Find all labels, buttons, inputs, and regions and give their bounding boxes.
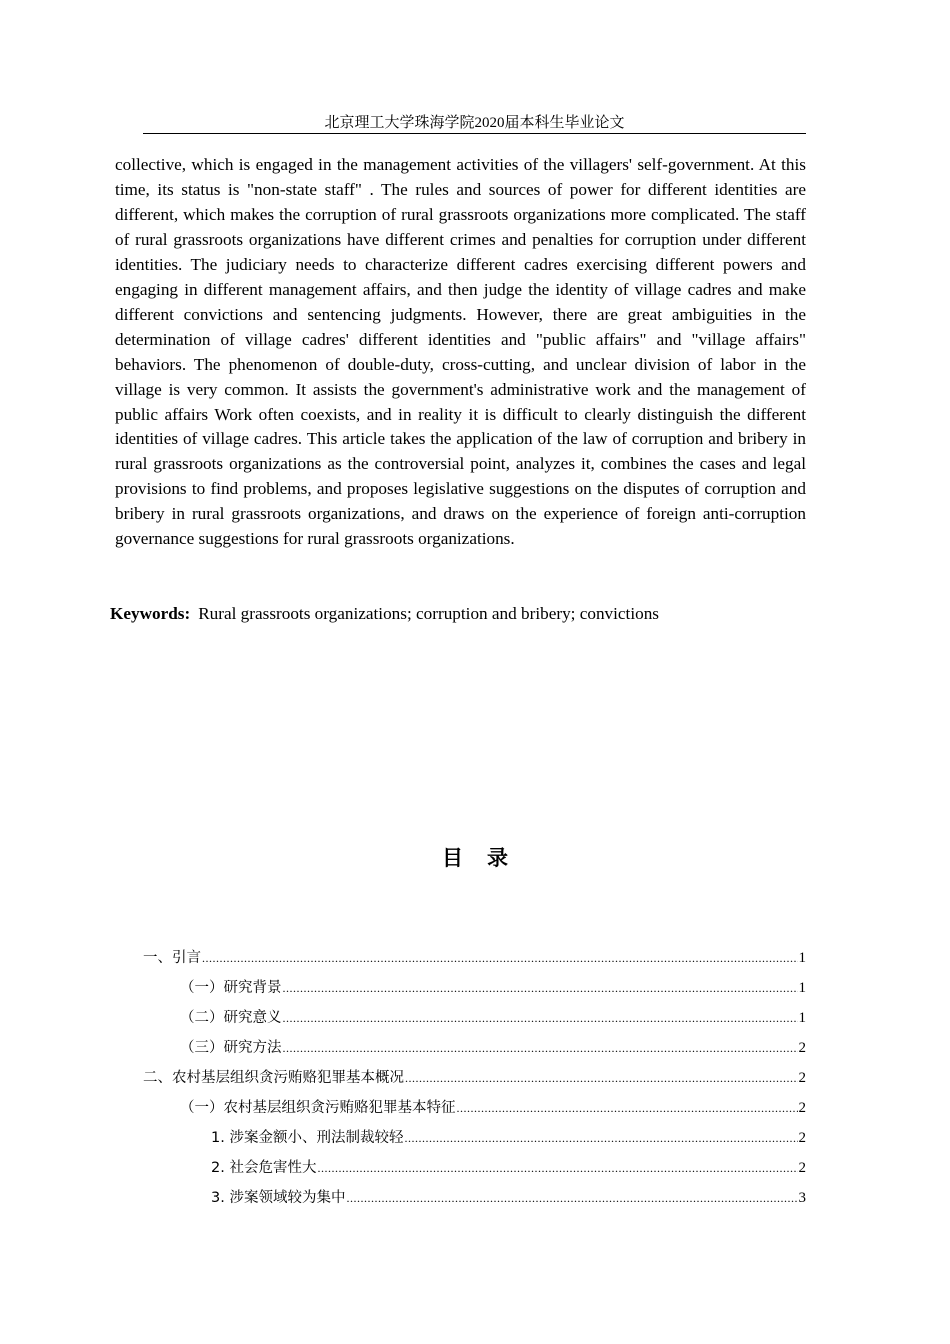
toc-entry[interactable] [143, 1186, 806, 1216]
toc-dot-leader [404, 1126, 797, 1150]
toc-entry-label: （三）研究方法 [180, 1040, 282, 1056]
toc-entry-page: 1 [798, 980, 806, 996]
keywords-line [110, 602, 810, 626]
toc-dot-leader [346, 1186, 797, 1210]
toc-entry[interactable] [143, 1096, 806, 1126]
toc-entry-label: 3. 涉案领域较为集中 [211, 1190, 346, 1206]
toc-dot-leader [457, 1096, 798, 1120]
toc-entry[interactable] [143, 1066, 806, 1096]
toc-entry-label: 2. 社会危害性大 [211, 1160, 317, 1176]
toc-entry-page: 3 [798, 1190, 806, 1206]
toc-entry-page: 2 [798, 1160, 806, 1176]
abstract-paragraph: collective, which is engaged in the management activities of the villagers' self-government. At this time, its status is "non-state staff" . The rules and sources of power for different identities are different, which makes the corruption of rural grassroots organizations more complicated. The staff of rural grassroots organizations have different crimes and penalties for corruption under different identities. The judiciary needs to characterize different cadres exercising different powers and engaging in different management affairs, and then judge the identity of village cadres and make different convictions and sentencing judgments. However, there are great ambiguities in the determination of village cadres' different identities and "public affairs" and "village affairs" behaviors. The phenomenon of double-duty, cross-cutting, and unclear division of labor in the village is very common. It assists the government's administrative work and the management of public affairs Work often coexists, and in reality it is difficult to clearly distinguish the different identities of village cadres. This article takes the application of the law of corruption and bribery in rural grassroots organizations as the controversial point, analyzes it, combines the cases and legal provisions to find problems, and proposes legislative suggestions on the disputes of corruption and bribery in rural grassroots organizations, and draws on the experience of foreign anti-corruption governance suggestions for rural grassroots organizations. [115, 155, 806, 549]
abstract-body [115, 153, 806, 552]
toc-dot-leader [405, 1066, 798, 1090]
toc-entry[interactable] [143, 1036, 806, 1066]
table-of-contents [143, 946, 806, 1216]
toc-entry-label: （一）农村基层组织贪污贿赂犯罪基本特征 [180, 1100, 456, 1116]
toc-entry-label: 二、农村基层组织贪污贿赂犯罪基本概况 [143, 1070, 404, 1086]
header-divider [143, 133, 806, 134]
toc-entry-page: 1 [798, 1010, 806, 1026]
toc-entry-label: （一）研究背景 [180, 980, 282, 996]
toc-entry-label: 一、引言 [143, 950, 201, 966]
toc-entry-label: 1. 涉案金额小、刑法制裁较轻 [211, 1130, 404, 1146]
page-header: 北京理工大学珠海学院2020届本科生毕业论文 [324, 115, 625, 131]
toc-entry-page: 2 [798, 1040, 806, 1056]
toc-dot-leader [283, 1006, 798, 1030]
keywords-label: Keywords: [110, 604, 191, 623]
toc-entry-page: 2 [798, 1100, 806, 1116]
toc-entry[interactable] [143, 1126, 806, 1156]
toc-title: 目录 [442, 846, 532, 870]
toc-dot-leader [317, 1156, 797, 1180]
toc-entry[interactable] [143, 976, 806, 1006]
toc-dot-leader [202, 946, 798, 970]
toc-dot-leader [283, 976, 798, 1000]
toc-entry[interactable] [143, 1156, 806, 1186]
toc-entry[interactable] [143, 946, 806, 976]
toc-entry-label: （二）研究意义 [180, 1010, 282, 1026]
keywords-value: Rural grassroots organizations; corruption and bribery; convictions [198, 604, 659, 623]
toc-entry-page: 1 [798, 950, 806, 966]
toc-entry-page: 2 [798, 1070, 806, 1086]
toc-dot-leader [283, 1036, 798, 1060]
toc-entry-page: 2 [798, 1130, 806, 1146]
toc-entry[interactable] [143, 1006, 806, 1036]
